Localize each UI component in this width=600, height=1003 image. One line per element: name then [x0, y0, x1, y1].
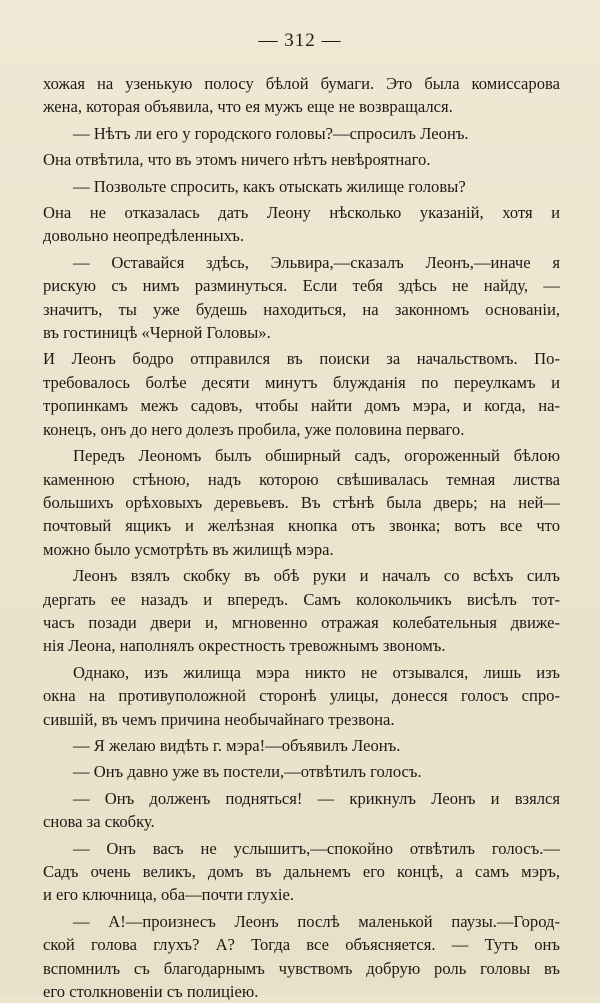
- text-line: жена, которая объявила, что ея мужъ еще не возвращался.: [43, 97, 453, 117]
- text-line: окна на противуположной сторонѣ улицы, донесся голосъ спро-: [43, 686, 560, 706]
- text-line: снова за скобку.: [43, 812, 155, 832]
- text-line: можно было усмотрѣть въ жилищѣ мэра.: [43, 539, 334, 559]
- text-line: Передъ Леономъ былъ обширный садъ, огороженный бѣлою: [73, 446, 560, 466]
- text-line: — Нѣтъ ли его у городского головы?—спросилъ Леонъ.: [73, 123, 469, 143]
- text-line: конецъ, онъ до него долезъ пробила, уже половина перваго.: [43, 419, 465, 439]
- text-line: сившій, въ чемъ причина необычайнаго трезвона.: [43, 709, 395, 729]
- text-line: дергать ее назадъ и впередъ. Самъ колокольчикъ висѣлъ тот-: [43, 589, 560, 609]
- text-line: требовалось болѣе десяти минутъ блужданія по переулкамъ и: [43, 372, 560, 392]
- text-line: довольно неопредѣленныхъ.: [43, 226, 244, 246]
- text-line: каменною стѣною, надъ которою свѣшивалась темная листва: [43, 469, 560, 489]
- text-line: — Оставайся здѣсь, Эльвира,—сказалъ Леонъ,—иначе я: [73, 252, 560, 272]
- text-line: ской голова глухъ? А? Тогда все объясняется. — Тутъ онъ: [43, 935, 560, 955]
- text-line: нія Леона, наполнялъ окрестность тревожнымъ звономъ.: [43, 636, 446, 656]
- page-number: — 312 —: [258, 30, 342, 51]
- text-line: — А!—произнесъ Леонъ послѣ маленькой паузы.—Город-: [73, 911, 560, 931]
- text-line: И Леонъ бодро отправился въ поиски за начальствомъ. По-: [43, 349, 560, 369]
- text-line: Однако, изъ жилища мэра никто не отзывался, лишь изъ: [73, 662, 560, 682]
- text-line: большихъ орѣховыхъ деревьевъ. Въ стѣнѣ была дверь; на ней—: [43, 492, 560, 512]
- text-line: Леонъ взялъ скобку въ обѣ руки и началъ со всѣхъ силъ: [73, 566, 560, 586]
- text-line: Она отвѣтила, что въ этомъ ничего нѣтъ невѣроятнаго.: [43, 150, 431, 170]
- text-line: — Позвольте спросить, какъ отыскать жилище головы?: [73, 176, 466, 196]
- text-line: — Онъ долженъ подняться! — крикнулъ Леонъ и взялся: [73, 788, 560, 808]
- text-line: Она не отказалась дать Леону нѣсколько указаній, хотя и: [43, 203, 560, 223]
- text-line: его столкновеніи съ полиціею.: [43, 982, 259, 1002]
- text-line: хожая на узенькую полосу бѣлой бумаги. Это была комиссарова: [43, 74, 560, 93]
- text-line: — Онъ васъ не услышитъ,—спокойно отвѣтилъ голосъ.—: [73, 838, 560, 858]
- text-line: рискую съ нимъ разминуться. Если тебя здѣсь не найду, —: [43, 276, 560, 296]
- text-line: — Я желаю видѣть г. мэра!—объявилъ Леонъ.: [73, 735, 401, 755]
- text-line: почтовый ящикъ и желѣзная кнопка отъ звонка; вотъ все что: [43, 516, 560, 536]
- text-line: въ гостиницѣ «Черной Головы».: [43, 323, 271, 343]
- text-line: вспомнилъ съ благодарнымъ чувствомъ добрую роль головы въ: [43, 958, 560, 978]
- text-line: и его ключница, оба—почти глухіе.: [43, 885, 295, 905]
- text-line: значитъ, ты уже будешь находиться, на законномъ основаніи,: [43, 299, 560, 319]
- text-line: — Онъ давно уже въ постели,—отвѣтилъ голосъ.: [73, 762, 422, 782]
- text-line: часъ позади двери и, мгновенно отражая колебательныя движе-: [43, 612, 560, 632]
- text-line: Садъ очень великъ, домъ въ дальнемъ его концѣ, а самъ мэръ,: [43, 862, 560, 881]
- text-body: [43, 72, 560, 1003]
- text-line: тропинкамъ межъ садовъ, чтобы найти домъ мэра, и когда, на-: [43, 396, 560, 416]
